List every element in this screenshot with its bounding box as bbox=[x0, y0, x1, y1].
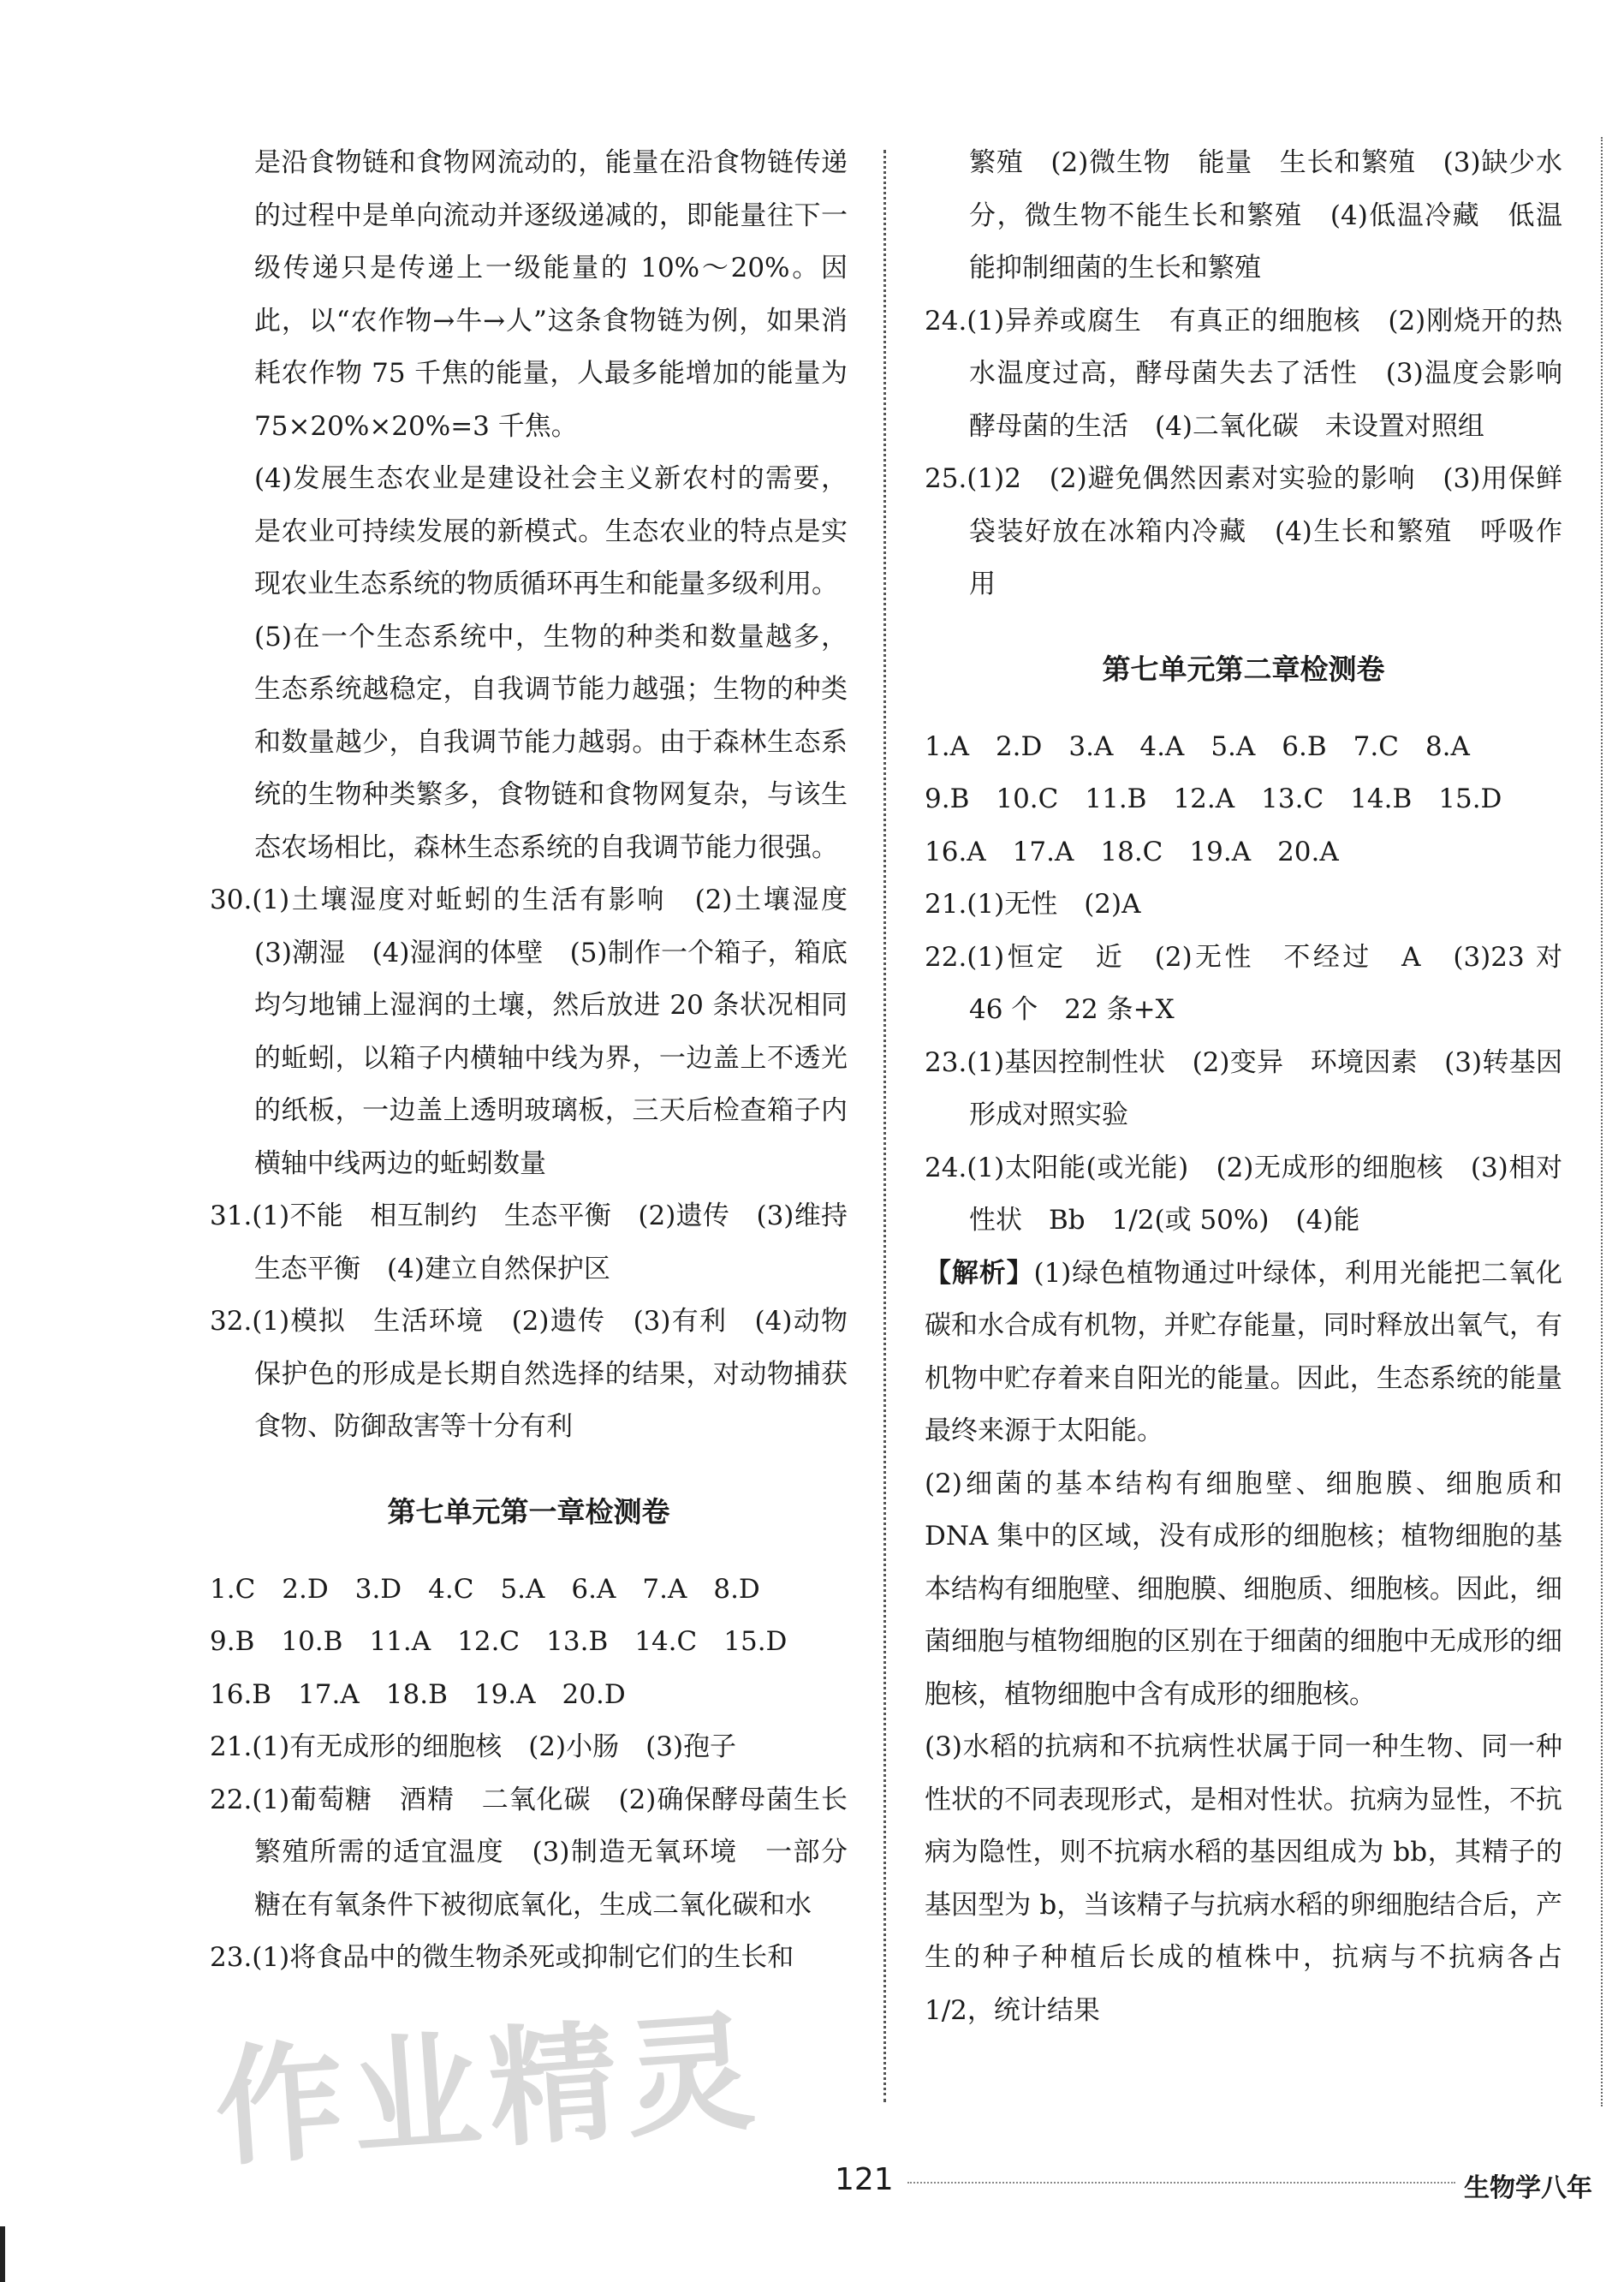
footer-rule bbox=[907, 2182, 1455, 2184]
analysis-2: (2)细菌的基本结构有细胞壁、细胞膜、细胞质和 DNA 集中的区域，没有成形的细胞核；植物细胞的基本结构有细胞壁、细胞膜、细胞质、细胞核。因此，细菌细胞与植物细胞的区别在于细菌的细胞中无成形的细胞核，植物细胞中含有成形的细胞核。 bbox=[925, 1468, 1562, 1710]
column-divider bbox=[883, 150, 886, 2102]
answer-continuation: 是沿食物链和食物网流动的，能量在沿食物链传递的过程中是单向流动并逐级递减的，即能量往下一级传递只是传递上一级能量的 10%～20%。因此，以“农作物→牛→人”这条食物链为例，如果消耗农作物 75 千焦的能量，人最多能增加的能量为 75×20%×20%=3 千焦。 bbox=[254, 147, 848, 442]
answer-30: 30.(1)土壤湿度对蚯蚓的生活有影响 (2)土壤湿度 (3)潮湿 (4)湿润的体壁 (5)制作一个箱子，箱底均匀地铺上湿润的土壤，然后放进 20 条状况相同的蚯蚓，以箱子内横轴中线为界，一边盖上不透光的纸板，一边盖上透明玻璃板，三天后检查箱子内横轴中线两边的蚯蚓数量 bbox=[210, 885, 874, 1179]
answer-23: 23.(1)基因控制性状 (2)变异 环境因素 (3)转基因 形成对照实验 bbox=[925, 1046, 1589, 1130]
answer-24: 24.(1)太阳能(或光能) (2)无成形的细胞核 (3)相对性状 Bb 1/2(或 50%) (4)能 bbox=[925, 1152, 1562, 1236]
mc-row-3: 16.B 17.A 18.B 19.A 20.D bbox=[210, 1678, 626, 1710]
page-number: 121 bbox=[835, 2162, 894, 2197]
analysis-1 bbox=[925, 1248, 1562, 1458]
binding-rule bbox=[1601, 137, 1603, 2106]
mc-row-2: 9.B 10.B 11.A 12.C 13.B 14.C 15.D bbox=[210, 1626, 788, 1657]
left-column bbox=[210, 137, 874, 1985]
answer-22: 22.(1)葡萄糖 酒精 二氧化碳 (2)确保酵母菌生长繁殖所需的适宜温度 (3)制造无氧环境 一部分糖在有氧条件下被彻底氧化，生成二氧化碳和水 bbox=[210, 1784, 848, 1921]
answer-22: 22.(1)恒定 近 (2)无性 不经过 A (3)23 对 46 个 22 条+X bbox=[925, 941, 1589, 1025]
answer-25: 25.(1)2 (2)避免偶然因素对实验的影响 (3)用保鲜袋装好放在冰箱内冷藏 (4)生长和繁殖 呼吸作用 bbox=[925, 463, 1562, 599]
answer-q4: (4)发展生态农业是建设社会主义新农村的需要，是农业可持续发展的新模式。生态农业的特点是实现农业生态系统的物质循环再生和能量多级利用。 bbox=[254, 463, 848, 599]
section-title-chapter1: 第七单元第一章检测卷 bbox=[387, 1494, 670, 1528]
answer-23: 23.(1)将食品中的微生物杀死或抑制它们的生长和 bbox=[210, 1942, 794, 1973]
watermark: 作业精灵 bbox=[210, 1997, 768, 2185]
analysis-label: 【解析】 bbox=[925, 1257, 1034, 1289]
answer-32: 32.(1)模拟 生活环境 (2)遗传 (3)有利 (4)动物保护色的形成是长期自然选择的结果，对动物捕获食物、防御敌害等十分有利 bbox=[210, 1306, 848, 1442]
subject-label: 生物学八年 bbox=[1464, 2173, 1592, 2203]
mc-row-1: 1.A 2.D 3.A 4.A 5.A 6.B 7.C 8.A bbox=[925, 730, 1470, 762]
answer-21: 21.(1)无性 (2)A bbox=[925, 889, 1141, 920]
mc-row-1: 1.C 2.D 3.D 4.C 5.A 6.A 7.A 8.D bbox=[210, 1573, 760, 1605]
analysis-1-text: (1)绿色植物通过叶绿体，利用光能把二氧化碳和水合成有机物，并贮存能量，同时释放出氧气，有机物中贮存着来自阳光的能量。因此，生态系统的能量最终来源于太阳能。 bbox=[925, 1257, 1562, 1446]
analysis-3: (3)水稻的抗病和不抗病性状属于同一种生物、同一种性状的不同表现形式，是相对性状。抗病为显性，不抗病为隐性，则不抗病水稻的基因组成为 bb，其精子的基因型为 b，当该精子与抗病水稻的卵细胞结合后，产生的种子种植后长成的植株中，抗病与不抗病各占 1/2，统计结果 bbox=[925, 1731, 1562, 2026]
mc-row-2: 9.B 10.C 11.B 12.A 13.C 14.B 15.D bbox=[925, 784, 1502, 814]
answer-23-continuation: 繁殖 (2)微生物 能量 生长和繁殖 (3)缺少水分，微生物不能生长和繁殖 (4)低温冷藏 低温能抑制细菌的生长和繁殖 bbox=[969, 147, 1562, 283]
answer-q5: (5)在一个生态系统中，生物的种类和数量越多，生态系统越稳定，自我调节能力越强；生物的种类和数量越少，自我调节能力越弱。由于森林生态系统的生物种类繁多，食物链和食物网复杂，与该生态农场相比，森林生态系统的自我调节能力很强。 bbox=[254, 621, 848, 863]
answer-31: 31.(1)不能 相互制约 生态平衡 (2)遗传 (3)维持生态平衡 (4)建立自然保护区 bbox=[210, 1201, 848, 1284]
right-column bbox=[925, 137, 1589, 2037]
section-title-chapter2: 第七单元第二章检测卷 bbox=[1102, 652, 1385, 686]
mc-row-3: 16.A 17.A 18.C 19.A 20.A bbox=[925, 836, 1339, 867]
answer-24: 24.(1)异养或腐生 有真正的细胞核 (2)刚烧开的热水温度过高，酵母菌失去了活性 (3)温度会影响酵母菌的生活 (4)二氧化碳 未设置对照组 bbox=[925, 305, 1562, 442]
answer-21: 21.(1)有无成形的细胞核 (2)小肠 (3)孢子 bbox=[210, 1731, 737, 1762]
edge-mark bbox=[0, 2226, 5, 2282]
